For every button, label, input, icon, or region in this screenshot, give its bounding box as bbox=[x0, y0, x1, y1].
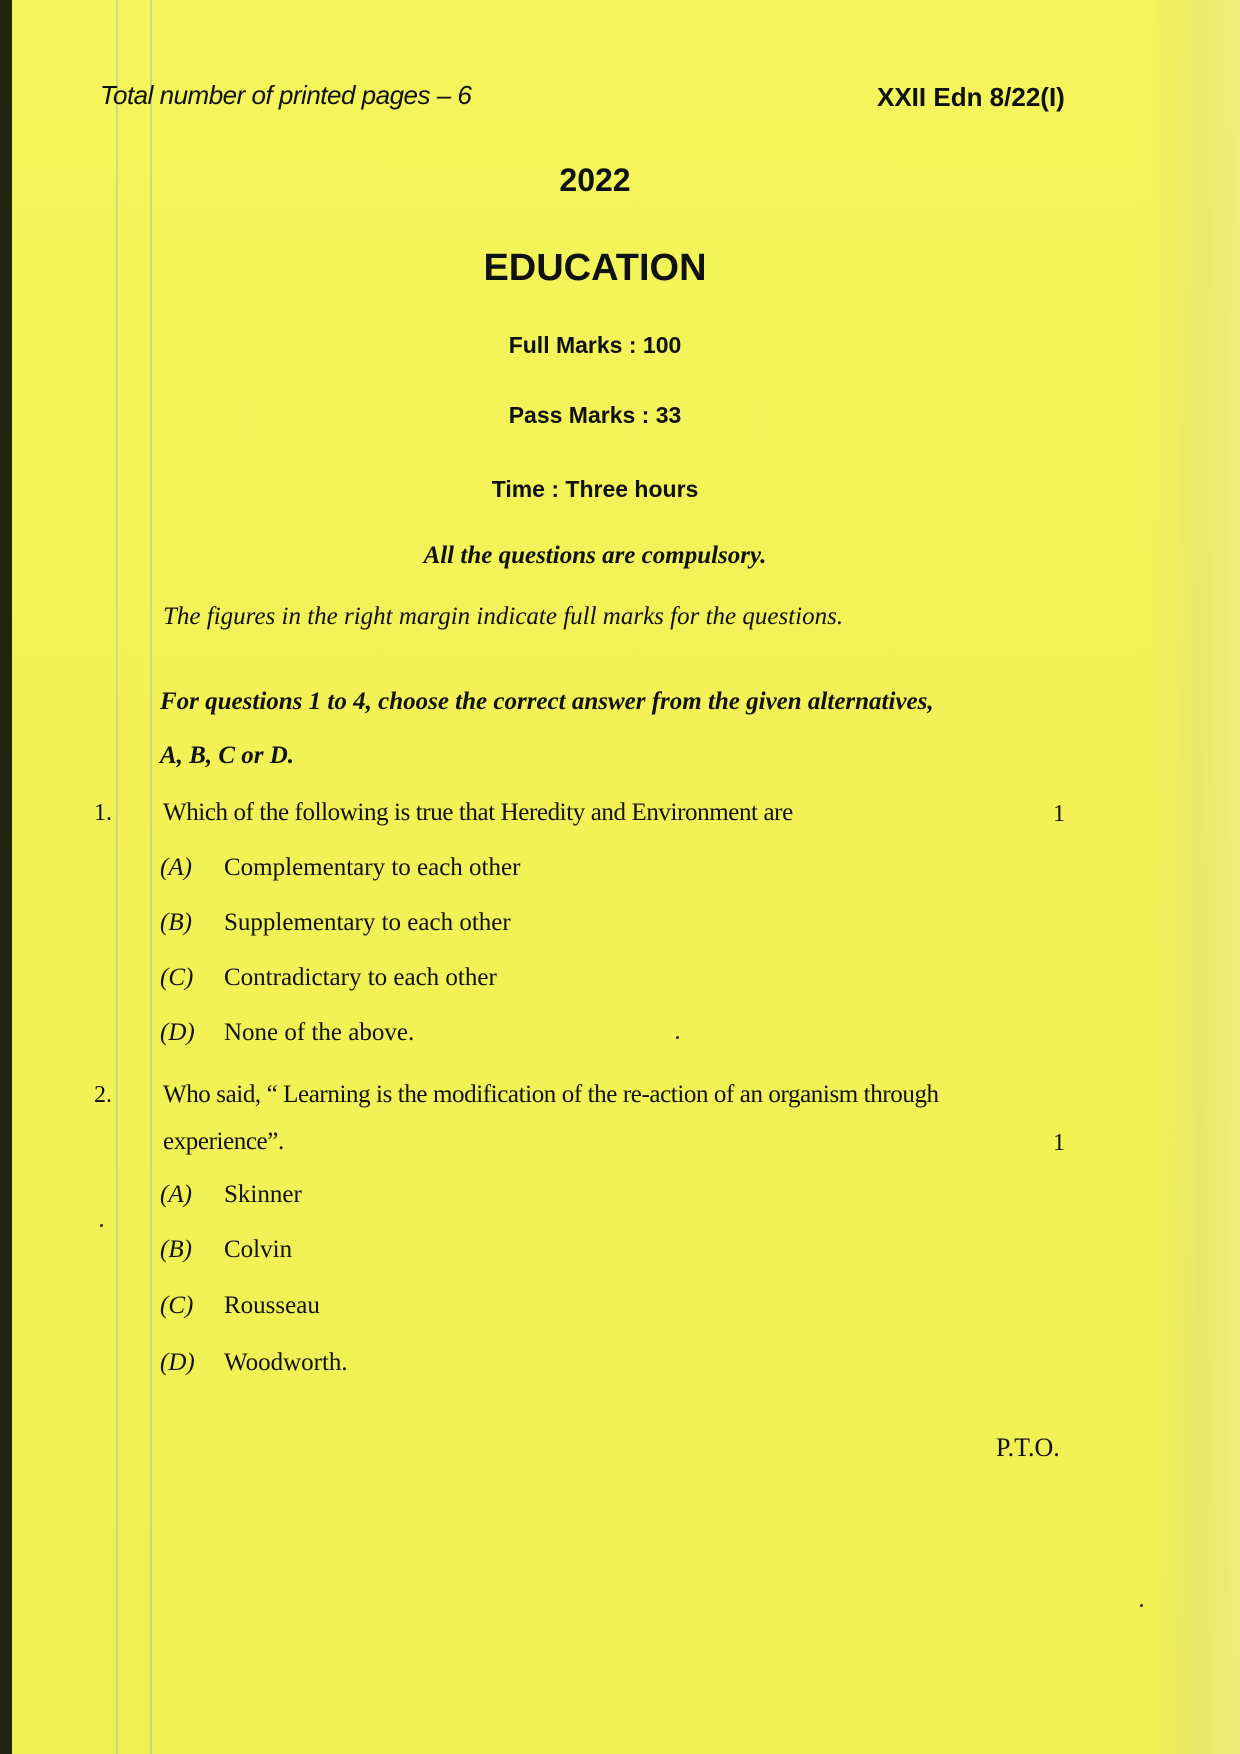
paper-code: XXII Edn 8/22(I) bbox=[877, 82, 1065, 112]
subject-title: EDUCATION bbox=[483, 247, 707, 289]
question-1-option-a bbox=[160, 854, 520, 882]
option-text: None of the above. bbox=[224, 1019, 415, 1046]
printed-pages-note: Total number of printed pages – 6 bbox=[100, 80, 472, 110]
question-2-number: 2. bbox=[94, 1082, 112, 1108]
instruction-choose-line1: For questions 1 to 4, choose the correct answer from the given alternatives, bbox=[160, 688, 934, 715]
option-letter: (B) bbox=[160, 1236, 192, 1263]
question-2-option-d bbox=[160, 1349, 348, 1377]
question-2-option-c bbox=[160, 1292, 320, 1320]
option-letter: (D) bbox=[160, 1019, 195, 1046]
question-1-marks: 1 bbox=[1053, 801, 1065, 827]
time-allowed: Time : Three hours bbox=[491, 476, 699, 502]
option-letter: (D) bbox=[160, 1349, 195, 1376]
question-2-text-line2: experience”. bbox=[163, 1128, 284, 1155]
please-turn-over: P.T.O. bbox=[996, 1433, 1060, 1462]
option-text: Contradictary to each other bbox=[224, 964, 497, 991]
exam-year: 2022 bbox=[559, 162, 631, 198]
instruction-compulsory: All the questions are compulsory. bbox=[423, 542, 767, 569]
option-letter: (B) bbox=[160, 909, 192, 936]
speck bbox=[100, 1224, 103, 1227]
question-1-option-d bbox=[160, 1019, 414, 1047]
question-1-option-c bbox=[160, 964, 497, 992]
option-letter: (C) bbox=[160, 964, 194, 991]
instruction-choose-line2: A, B, C or D. bbox=[160, 742, 295, 769]
pass-marks: Pass Marks : 33 bbox=[508, 402, 682, 428]
question-2-text-line1: Who said, “ Learning is the modification of the re-action of an organism through bbox=[163, 1081, 939, 1108]
instruction-choose bbox=[160, 675, 1100, 783]
speck bbox=[676, 1036, 679, 1039]
option-text: Skinner bbox=[224, 1181, 302, 1208]
full-marks: Full Marks : 100 bbox=[508, 332, 682, 358]
option-text: Woodworth. bbox=[224, 1349, 348, 1376]
option-letter: (C) bbox=[160, 1292, 194, 1319]
option-letter: (A) bbox=[160, 854, 192, 881]
speck bbox=[1140, 1604, 1143, 1607]
question-1-number: 1. bbox=[94, 800, 112, 826]
question-1-text: Which of the following is true that Heredity and Environment are bbox=[163, 799, 793, 826]
option-text: Supplementary to each other bbox=[224, 909, 511, 936]
option-text: Colvin bbox=[224, 1236, 293, 1263]
question-2-marks: 1 bbox=[1053, 1130, 1065, 1156]
question-2-option-a bbox=[160, 1181, 302, 1209]
question-2-option-b bbox=[160, 1236, 292, 1264]
option-text: Rousseau bbox=[224, 1292, 320, 1319]
option-letter: (A) bbox=[160, 1181, 192, 1208]
instruction-figures: The figures in the right margin indicate full marks for the questions. bbox=[163, 603, 844, 630]
question-1-option-b bbox=[160, 909, 511, 937]
option-text: Complementary to each other bbox=[224, 854, 521, 881]
